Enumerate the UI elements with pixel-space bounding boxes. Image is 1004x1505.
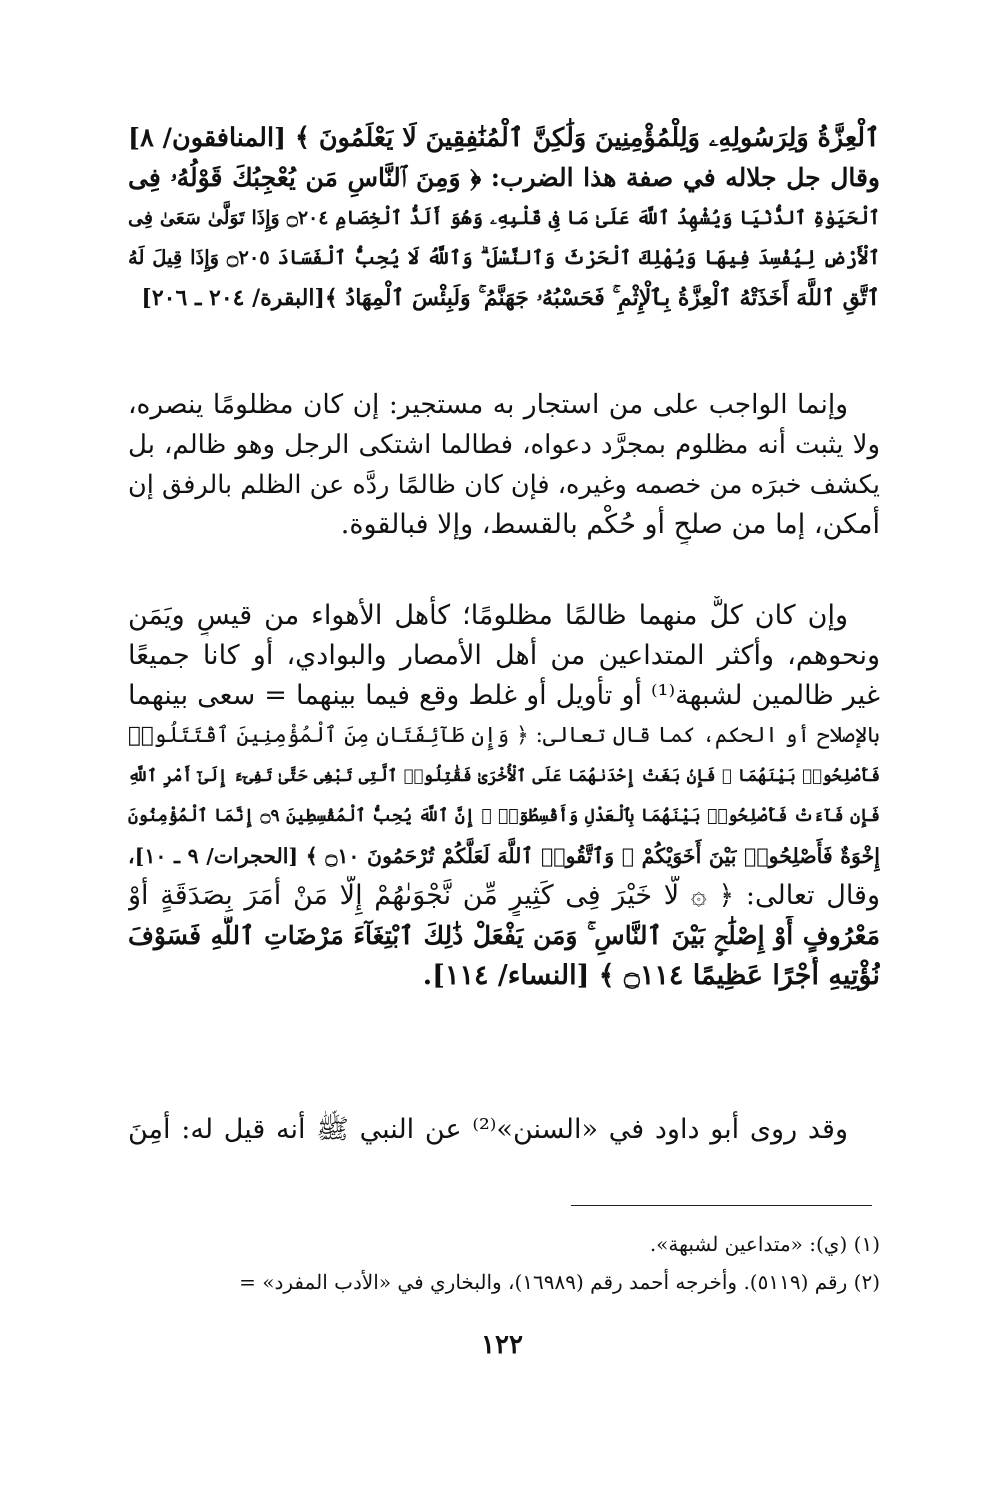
paragraph-reconciliation <box>128 596 880 996</box>
text-line: فَأَصْلِحُوا۟ بَيْنَهُمَا ۖ فَإِنۢ بَغَتْ إِحْدَىٰهُمَا عَلَى ٱلْأُخْرَىٰ فَقَٰتِلُوا۟ ٱلَّتِى تَبْغِى حَتَّىٰ تَفِىٓءَ إِلَىٰٓ أَمْرِ ٱللَّهِ <box>128 766 880 785</box>
text-line: وقد روى أبو داود في «السنن»⁽²⁾ عن النبي ﷺ أنه قيل له: أمِنَ <box>128 1114 848 1145</box>
text-line: ونحوهم، وأكثر المتداعين من أهل الأمصار والبوادي، أو كانا جميعًا <box>128 640 880 671</box>
text-line: وقال تعالى: ﴿ ۞ لَّا خَيْرَ فِى كَثِيرٍ مِّن نَّجْوَىٰهُمْ إِلَّا مَنْ أَمَرَ بِصَدَقَةٍ أَوْ <box>128 880 880 911</box>
text-line: وإن كان كلٌّ منهما ظالمًا مظلومًا؛ كأهل الأهواء من قيسٍ ويَمَن <box>128 600 848 631</box>
text-line: إِخْوَةٌ فَأَصْلِحُوا۟ بَيْنَ أَخَوَيْكُمْ ۚ وَٱتَّقُوا۟ ٱللَّهَ لَعَلَّكُمْ تُرْحَمُونَ ۝١٠ ﴾ [الحجرات/ ٩ ـ ١٠]، <box>128 844 880 868</box>
text-line: غير ظالمين لشبهة⁽¹⁾ أو تأويل أو غلط وقع فيما بينهما = سعى بينهما <box>128 680 880 711</box>
footnote-1: (١) (ي): «متداعين لشبهة». <box>649 1232 880 1256</box>
footnote-divider <box>571 1205 872 1206</box>
text-line: مَعْرُوفٍ أَوْ إِصْلَٰحٍۭ بَيْنَ ٱلنَّاسِ ۚ وَمَن يَفْعَلْ ذَٰلِكَ ٱبْتِغَآءَ مَرْضَاتِ ٱللَّهِ فَسَوْفَ <box>128 921 880 950</box>
text-line: بالإصلاح أو الحكم، كما قال تعالى: ﴿ وَإِن طَآئِفَتَانِ مِنَ ٱلْمُؤْمِنِينَ ٱقْتَتَلُوا۟ <box>128 723 880 748</box>
paragraph-quran-verses <box>128 118 880 318</box>
text-line: ٱلْحَيَوٰةِ ٱلدُّنْيَا وَيُشْهِدُ ٱللَّهَ عَلَىٰ مَا فِى قَلْبِهِۦ وَهُوَ أَلَدُّ ٱلْخِصَامِ ۝٢٠٤ وَإِذَا تَوَلَّىٰ سَعَىٰ فِى <box>128 207 880 229</box>
text-line: ٱلْعِزَّةُ وَلِرَسُولِهِۦ وَلِلْمُؤْمِنِينَ وَلَٰكِنَّ ٱلْمُنَٰفِقِينَ لَا يَعْلَمُونَ ﴾ [المنافقون/ ٨] <box>128 123 880 153</box>
text-line: وإنما الواجب على من استجار به مستجير: إن كان مظلومًا ينصره، <box>128 389 848 420</box>
text-line: نُؤْتِيهِ أَجْرًا عَظِيمًا ۝١١٤ ﴾ [النساء/ ١١٤]. <box>422 960 880 991</box>
paragraph-abu-dawud <box>128 1110 880 1150</box>
text-line: يكشف خبرَه من خصمه وغيره، فإن كان ظالمًا ردَّه عن الظلم بالرفق إن <box>128 470 880 500</box>
text-line: فَإِن فَآءَتْ فَأَصْلِحُوا۟ بَيْنَهُمَا بِٱلْعَدْلِ وَأَقْسِطُوٓا۟ ۖ إِنَّ ٱللَّهَ يُحِبُّ ٱلْمُقْسِطِينَ ۝٩ إِنَّمَا ٱلْمُؤْمِنُونَ <box>128 806 880 826</box>
footnote-2: (٢) رقم (٥١١٩). وأخرجه أحمد رقم (١٦٩٨٩)، والبخاري في «الأدب المفرد» = <box>239 1270 880 1294</box>
text-line: ٱلْأَرْضِ لِيُفْسِدَ فِيهَا وَيُهْلِكَ ٱلْحَرْثَ وَٱلنَّسْلَ ۗ وَٱللَّهُ لَا يُحِبُّ ٱلْفَسَادَ ۝٢٠٥ وَإِذَا قِيلَ لَهُ <box>128 246 880 269</box>
text-line: أمكن، إما من صلحٍ أو حُكْم بالقسط، وإلا فبالقوة. <box>340 509 880 540</box>
page-number: ١٢٢ <box>481 1330 523 1360</box>
text-line: وقال جل جلاله في صفة هذا الضرب: ﴿ وَمِنَ ٱلنَّاسِ مَن يُعْجِبُكَ قَوْلُهُۥ فِى <box>128 163 880 192</box>
footnotes <box>128 1225 880 1301</box>
paragraph-duty-of-protector <box>128 385 880 545</box>
text-line: ولا يثبت أنه مظلوم بمجرَّد دعواه، فطالما اشتكى الرجل وهو ظالم، بل <box>128 430 880 460</box>
text-line: ٱتَّقِ ٱللَّهَ أَخَذَتْهُ ٱلْعِزَّةُ بِٱلْإِثْمِ ۚ فَحَسْبُهُۥ جَهَنَّمُ ۚ وَلَبِئْسَ ٱلْمِهَادُ ﴾[البقرة/ ٢٠٤ ـ ٢٠٦] <box>141 285 880 311</box>
